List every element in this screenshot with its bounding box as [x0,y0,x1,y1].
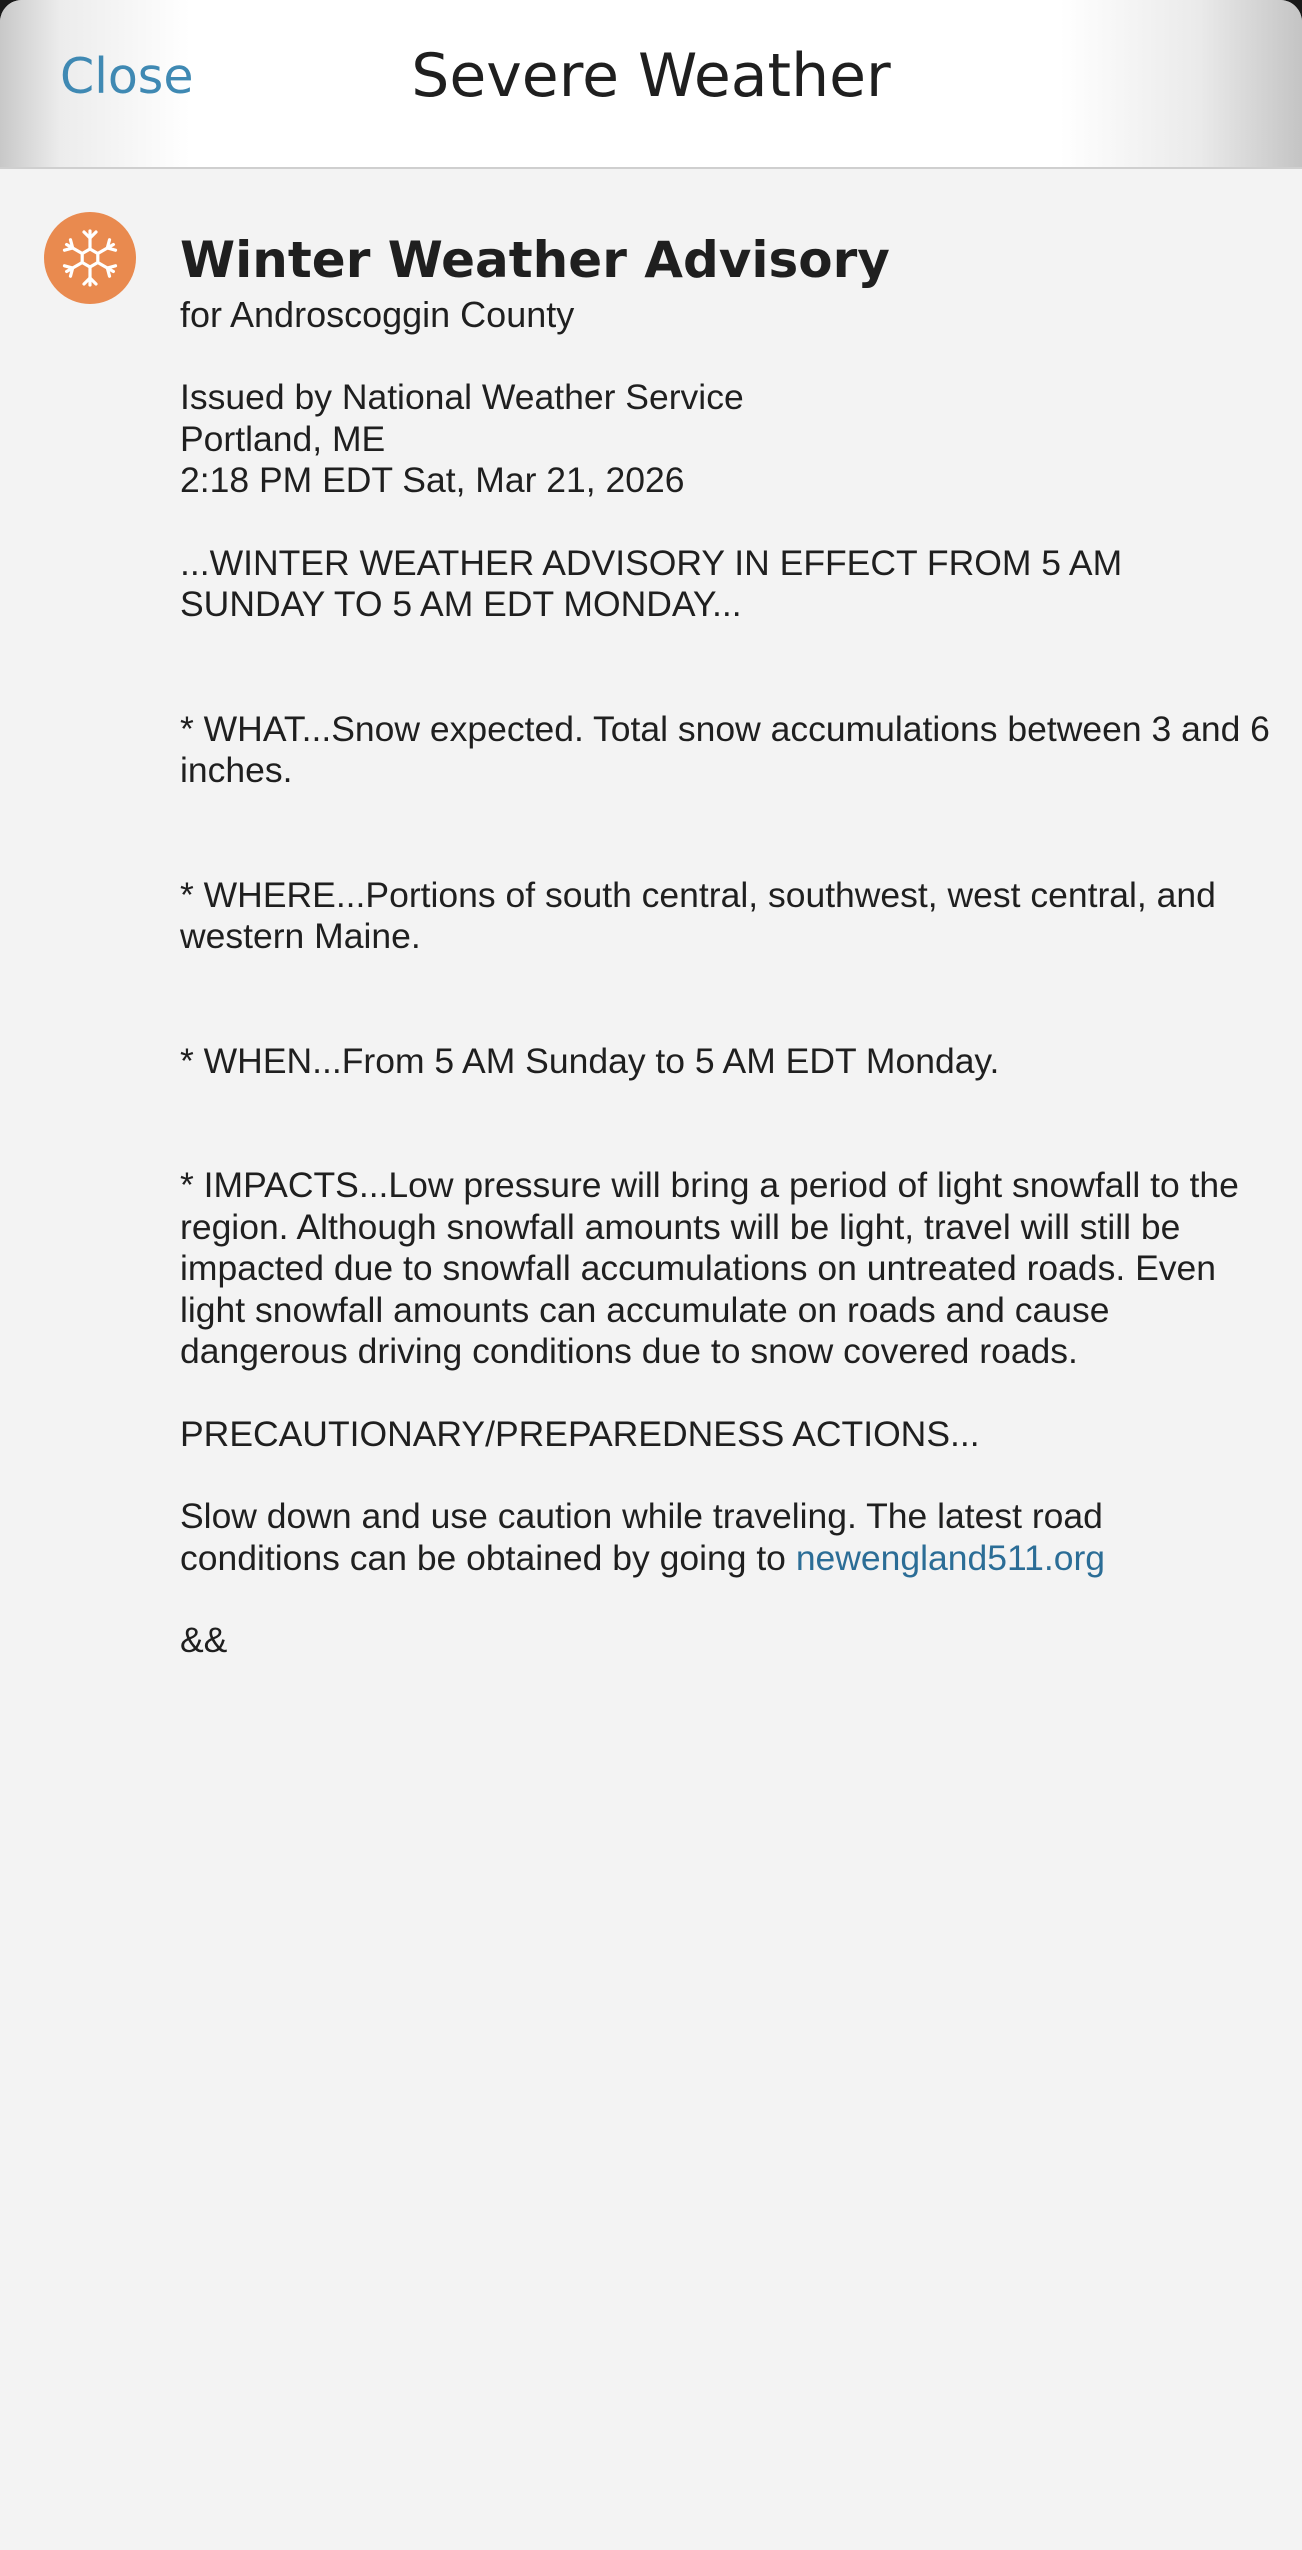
snowflake-icon [44,212,136,304]
advisory-headline: ...WINTER WEATHER ADVISORY IN EFFECT FROM 5 AM SUNDAY TO 5 AM EDT MONDAY... [180,542,1123,624]
page-title: Severe Weather [411,41,891,111]
modal-header [0,0,1302,169]
close-button[interactable]: Close [60,48,194,105]
issued-by: Issued by National Weather Service [180,377,744,417]
road-conditions-link[interactable]: newengland511.org [795,1537,1106,1578]
issued-time: 2:18 PM EDT Sat, Mar 21, 2026 [180,460,685,500]
alert-subtitle: for Androscoggin County [180,294,575,335]
alert-title: Winter Weather Advisory [180,231,890,289]
alert-body [180,543,1270,1662]
where-paragraph: * WHERE...Portions of south central, southwest, west central, and western Maine. [180,874,1216,956]
precautions-text: Slow down and use caution while traveling. The latest road conditions can be obtained by going to [180,1496,1103,1578]
precautions-paragraph [180,1496,1270,1579]
impacts-paragraph: * IMPACTS...Low pressure will bring a period of light snowfall to the region. Although snowfall amounts will be light, travel will still be impacted due to snowfall accumulations on untreated roads. Even light snowfall amounts can accumulate on roads and cause dangerous driving conditions due to snow covered roads. [180,1165,1239,1371]
when-paragraph: * WHEN...From 5 AM Sunday to 5 AM EDT Monday. [180,1040,1000,1081]
issuing-office: Portland, ME [180,418,386,459]
precautions-heading: PRECAUTIONARY/PREPAREDNESS ACTIONS... [180,1413,980,1454]
issued-block [180,377,1270,502]
what-paragraph: * WHAT...Snow expected. Total snow accumulations between 3 and 6 inches. [180,708,1270,790]
alert-content [180,228,1270,1662]
end-marker: && [180,1620,228,1660]
